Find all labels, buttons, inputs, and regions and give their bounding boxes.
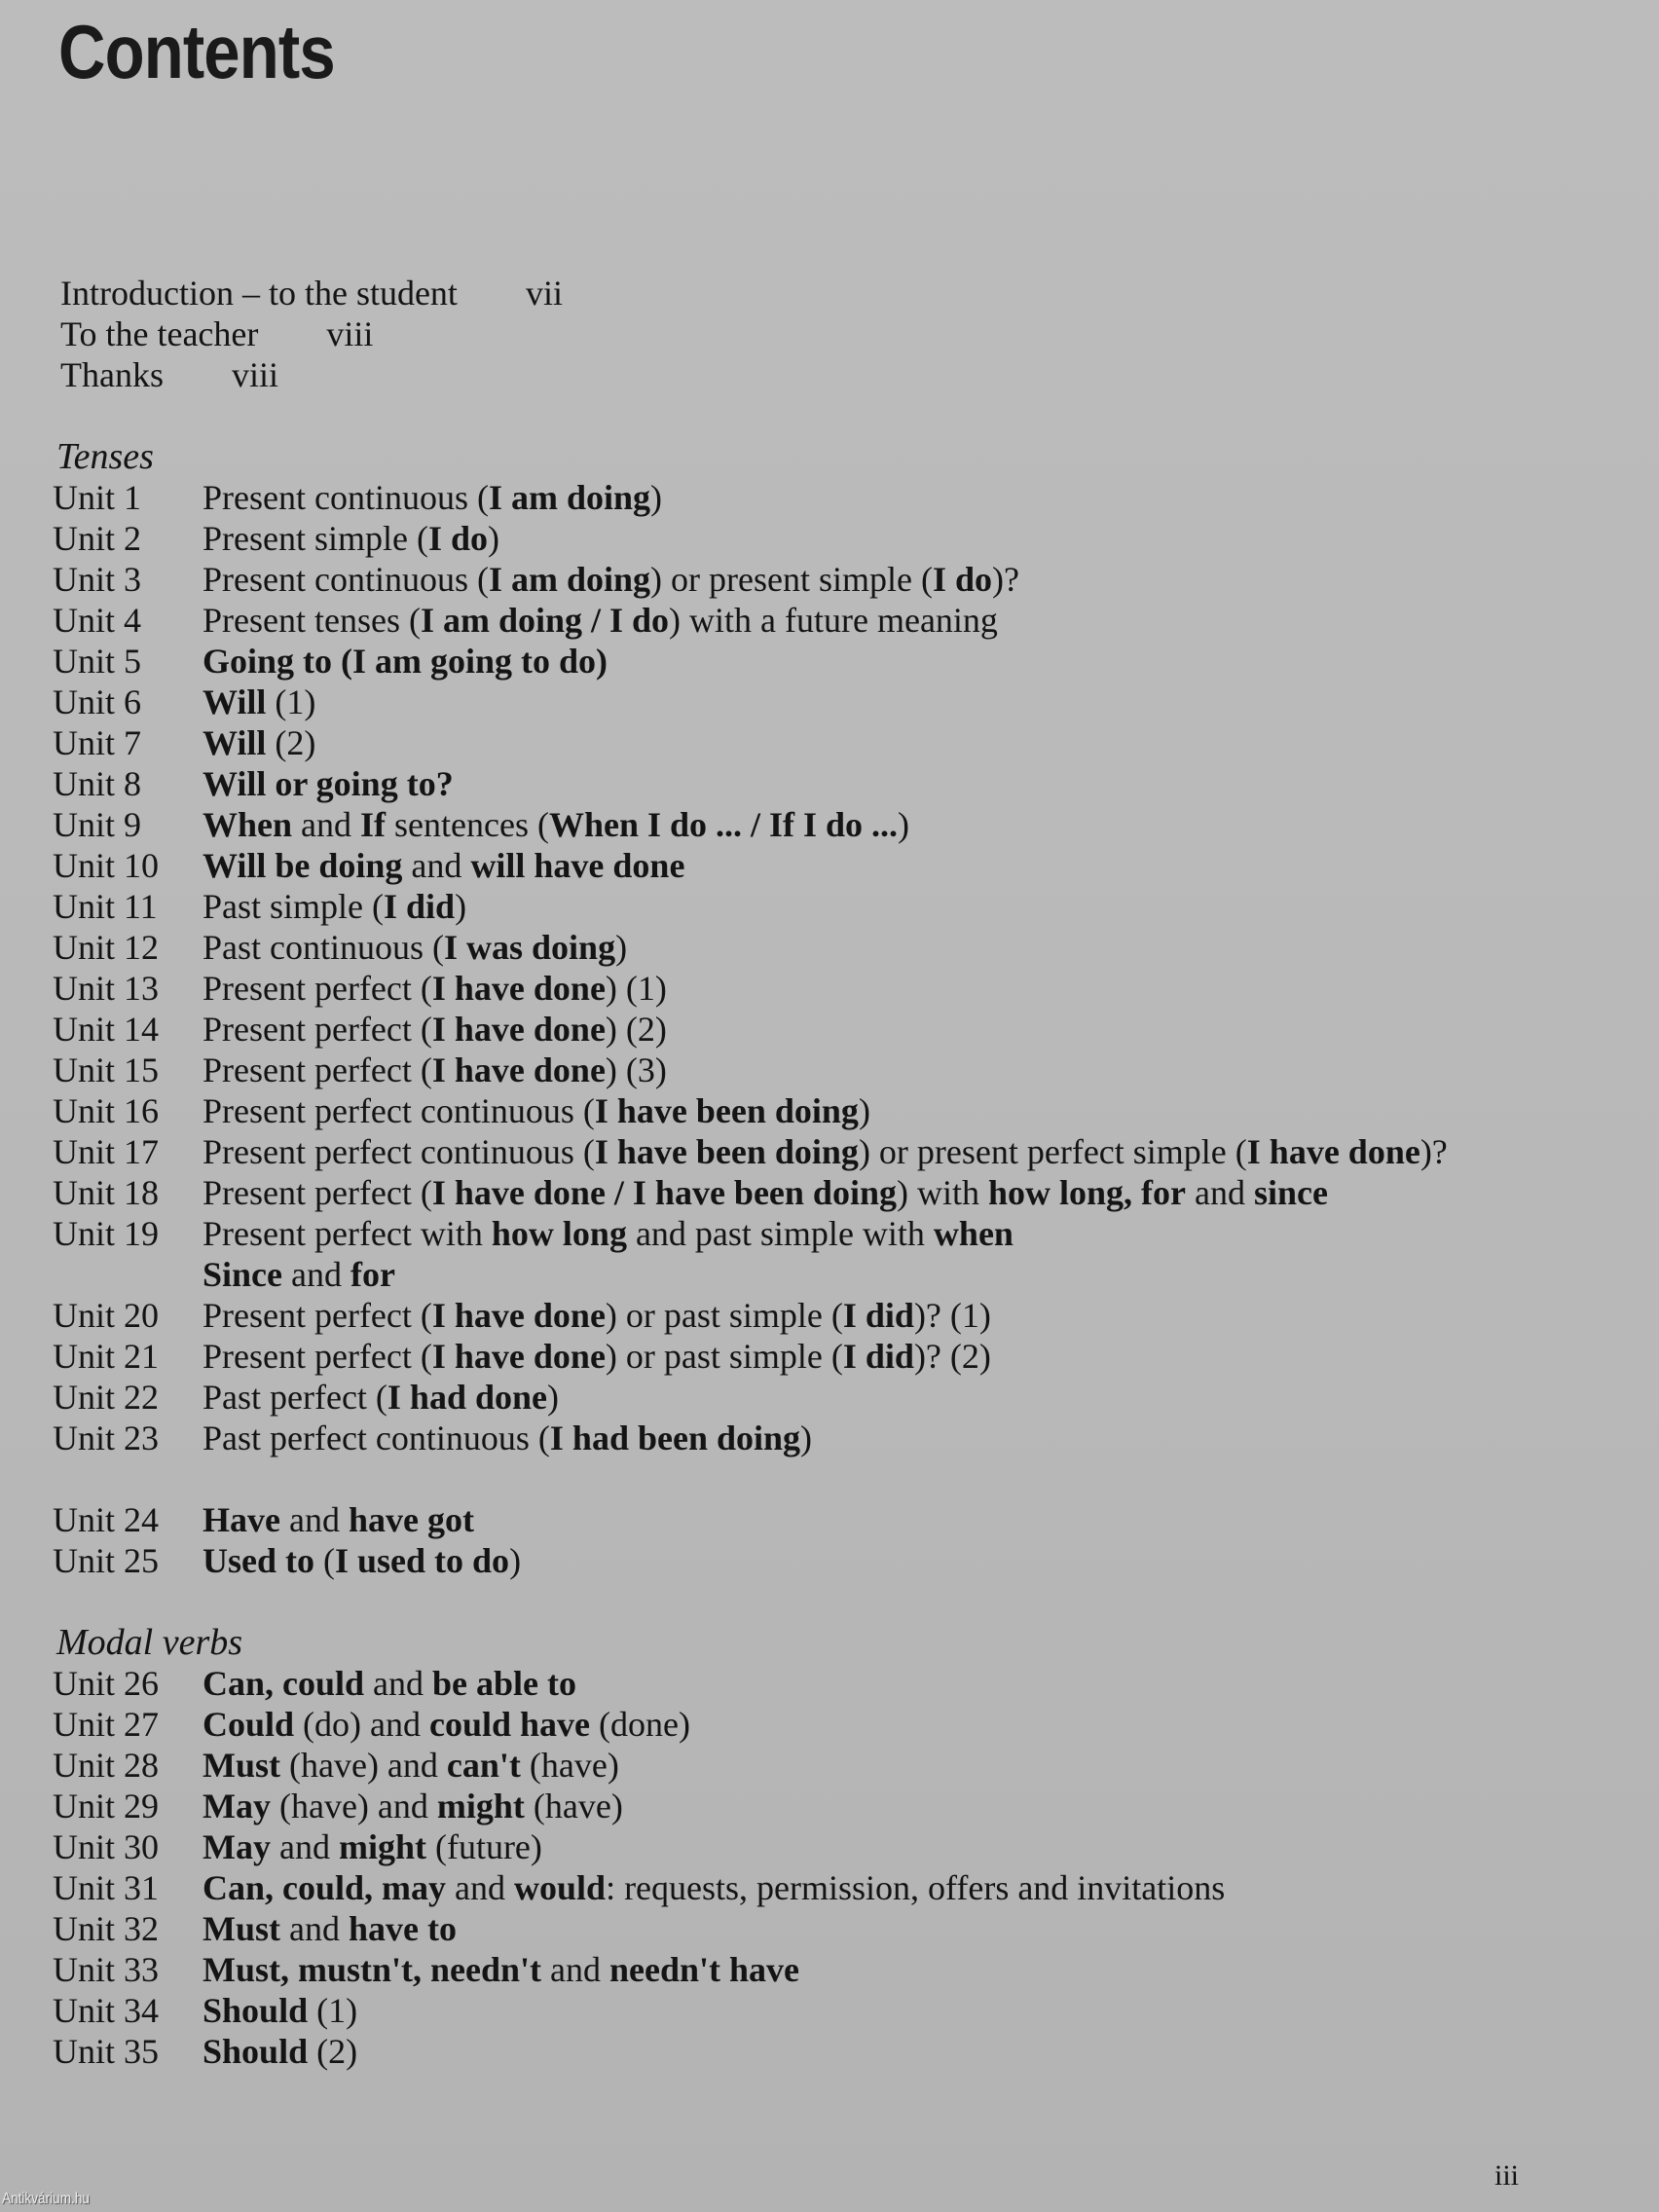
bold-text: be able to — [432, 1664, 577, 1703]
unit-number: Unit 30 — [53, 1827, 160, 1866]
unit-title — [203, 1909, 457, 1948]
plain-text: and — [280, 1909, 349, 1948]
front-matter-item — [53, 354, 1630, 395]
plain-text: and — [541, 1950, 610, 1989]
unit-entry — [53, 968, 1630, 1009]
unit-number: Unit 15 — [53, 1051, 160, 1089]
bold-text: I have done — [431, 1010, 606, 1049]
bold-text: I am doing — [488, 560, 651, 599]
plain-text: ) — [615, 928, 628, 967]
unit-number: Unit 33 — [53, 1950, 160, 1989]
spacer — [53, 1458, 1630, 1499]
plain-text: ) — [455, 887, 467, 926]
plain-text: Present continuous ( — [203, 560, 489, 599]
plain-text: Present perfect with — [203, 1214, 492, 1253]
plain-text: and — [1186, 1173, 1254, 1212]
bold-text: Going to (I am going to do) — [203, 642, 608, 681]
plain-text: )? — [1419, 1132, 1448, 1171]
unit-entry — [53, 927, 1630, 968]
unit-entry — [53, 1090, 1630, 1131]
page-title: Contents — [58, 9, 335, 94]
bold-text: Must — [203, 1909, 280, 1948]
plain-text: (2) — [308, 2032, 358, 2071]
plain-text: Present perfect ( — [203, 1337, 432, 1376]
unit-entry — [53, 1050, 1630, 1090]
unit-number: Unit 28 — [53, 1746, 160, 1785]
bold-text: might — [436, 1787, 525, 1825]
unit-number: Unit 11 — [53, 887, 158, 926]
bold-text: Should — [203, 1991, 309, 2030]
unit-title — [203, 1296, 991, 1335]
bold-text: Must — [203, 1746, 280, 1785]
front-matter-item — [53, 313, 1630, 354]
unit-number: Unit 32 — [53, 1909, 160, 1948]
unit-number: Unit 34 — [53, 1991, 160, 2030]
unit-title — [203, 1010, 667, 1049]
front-matter-label: Thanks — [60, 355, 164, 394]
unit-title — [203, 1051, 667, 1089]
unit-title — [203, 478, 662, 517]
bold-text: can't — [446, 1746, 521, 1785]
unit-number: Unit 25 — [53, 1541, 160, 1580]
unit-entry — [53, 1867, 1630, 1908]
unit-title — [203, 1091, 870, 1130]
bold-text: I had done — [387, 1378, 547, 1417]
unit-entry — [53, 763, 1630, 804]
bold-text: I have done / I have been doing — [431, 1173, 897, 1212]
unit-title — [203, 601, 998, 640]
plain-text: : requests, permission, offers and invitations — [606, 1868, 1226, 1907]
bold-text: I did — [842, 1337, 914, 1376]
bold-text: I have done — [431, 1337, 606, 1376]
bold-text: May — [203, 1787, 271, 1825]
unit-entry — [53, 1172, 1630, 1213]
bold-text: I had been doing — [549, 1419, 801, 1457]
unit-title — [203, 805, 909, 844]
unit-title — [203, 1132, 1448, 1171]
bold-text: Could — [203, 1705, 295, 1744]
bold-text: will have done — [470, 846, 685, 885]
unit-title — [203, 846, 684, 885]
bold-text: I have done — [1246, 1132, 1420, 1171]
unit-title — [203, 1419, 812, 1457]
bold-text: how long — [491, 1214, 627, 1253]
bold-text: when — [933, 1214, 1014, 1253]
unit-entry — [53, 804, 1630, 845]
unit-entry — [53, 1540, 1630, 1581]
front-matter-page: viii — [326, 314, 374, 353]
plain-text: and — [364, 1664, 433, 1703]
plain-text: Present perfect ( — [203, 1010, 432, 1049]
unit-entry — [53, 1377, 1630, 1418]
plain-text: Present perfect ( — [203, 1296, 432, 1335]
front-matter-item — [53, 273, 1630, 313]
bold-text: Have — [203, 1500, 280, 1539]
unit-entry — [53, 1908, 1630, 1949]
plain-text: Present perfect continuous ( — [203, 1091, 595, 1130]
plain-text: sentences ( — [386, 805, 549, 844]
unit-entry — [53, 518, 1630, 559]
bold-text: Since — [203, 1255, 283, 1294]
plain-text: Past simple ( — [203, 887, 384, 926]
unit-title — [203, 1950, 799, 1989]
unit-number: Unit 14 — [53, 1010, 160, 1049]
bold-text: have to — [348, 1909, 457, 1948]
bold-text: Used to — [203, 1541, 314, 1580]
unit-number: Unit 23 — [53, 1419, 160, 1457]
page-number: iii — [1494, 2159, 1520, 2192]
unit-title — [203, 1541, 521, 1580]
bold-text: I have done — [431, 969, 606, 1008]
front-matter-label: To the teacher — [60, 314, 259, 353]
bold-text: I used to do — [335, 1541, 510, 1580]
section-heading: Modal verbs — [56, 1622, 243, 1663]
plain-text: and — [270, 1827, 339, 1866]
plain-text: )? (1) — [913, 1296, 991, 1335]
unit-entry — [53, 1704, 1630, 1745]
plain-text: (do) and — [294, 1705, 430, 1744]
unit-title — [203, 928, 627, 967]
bold-text: I have been doing — [594, 1091, 859, 1130]
plain-text: (2) — [266, 723, 316, 762]
plain-text: ) — [547, 1378, 559, 1417]
plain-text: ) — [800, 1419, 813, 1457]
unit-entry — [53, 641, 1630, 682]
plain-text: Present perfect continuous ( — [203, 1132, 595, 1171]
plain-text: and — [282, 1255, 350, 1294]
unit-number: Unit 35 — [53, 2032, 160, 2071]
unit-number: Unit 10 — [53, 846, 160, 885]
plain-text: and — [292, 805, 361, 844]
unit-title — [203, 1255, 395, 1294]
bold-text: needn't have — [609, 1950, 800, 1989]
plain-text: ) or present perfect simple ( — [858, 1132, 1247, 1171]
unit-entry — [53, 886, 1630, 927]
plain-text: ) or present simple ( — [650, 560, 933, 599]
bold-text: Should — [203, 2032, 309, 2071]
plain-text: ) with — [896, 1173, 988, 1212]
unit-entry — [53, 2031, 1630, 2072]
unit-entry-continuation — [53, 1254, 1630, 1295]
plain-text: ) (3) — [605, 1051, 667, 1089]
plain-text: (done) — [590, 1705, 691, 1744]
unit-number: Unit 21 — [53, 1337, 160, 1376]
unit-number: Unit 9 — [53, 805, 142, 844]
unit-entry — [53, 1745, 1630, 1786]
spacer — [53, 1581, 1630, 1622]
bold-text: If — [360, 805, 387, 844]
unit-number: Unit 24 — [53, 1500, 160, 1539]
unit-entry — [53, 1131, 1630, 1172]
unit-entry — [53, 1009, 1630, 1050]
plain-text: ) — [858, 1091, 870, 1130]
plain-text: Past continuous ( — [203, 928, 444, 967]
unit-title — [203, 887, 466, 926]
unit-entry — [53, 1786, 1630, 1826]
unit-number: Unit 6 — [53, 682, 142, 721]
bold-text: I did — [384, 887, 456, 926]
unit-number: Unit 17 — [53, 1132, 160, 1171]
unit-title — [203, 1991, 357, 2030]
unit-entry — [53, 559, 1630, 600]
plain-text: Present perfect ( — [203, 1173, 432, 1212]
bold-text: I have done — [431, 1051, 606, 1089]
unit-number: Unit 26 — [53, 1664, 160, 1703]
unit-entry — [53, 1949, 1630, 1990]
unit-number: Unit 1 — [53, 478, 142, 517]
bold-text: would — [514, 1868, 607, 1907]
unit-number: Unit 3 — [53, 560, 142, 599]
plain-text: Past perfect ( — [203, 1378, 387, 1417]
unit-entry — [53, 1663, 1630, 1704]
plain-text: and — [446, 1868, 515, 1907]
plain-text: and past simple with — [626, 1214, 934, 1253]
unit-title — [203, 519, 499, 558]
bold-text: I have done — [431, 1296, 606, 1335]
unit-title — [203, 1746, 619, 1785]
bold-text: I did — [842, 1296, 914, 1335]
plain-text: Present perfect ( — [203, 969, 432, 1008]
unit-title — [203, 1173, 1328, 1212]
plain-text: Present continuous ( — [203, 478, 489, 517]
unit-number: Unit 31 — [53, 1868, 160, 1907]
unit-number: Unit 8 — [53, 764, 142, 803]
plain-text: and — [402, 846, 471, 885]
unit-number: Unit 13 — [53, 969, 160, 1008]
unit-title — [203, 1705, 690, 1744]
plain-text: ) — [488, 519, 499, 558]
unit-title — [203, 560, 1019, 599]
plain-text: ) — [650, 478, 663, 517]
unit-entry — [53, 1826, 1630, 1867]
plain-text: ) (2) — [605, 1010, 667, 1049]
unit-entry — [53, 1336, 1630, 1377]
bold-text: May — [203, 1827, 271, 1866]
unit-number: Unit 22 — [53, 1378, 160, 1417]
unit-number: Unit 5 — [53, 642, 142, 681]
plain-text: (have) — [524, 1787, 623, 1825]
plain-text: and — [279, 1500, 349, 1539]
front-matter-label: Introduction – to the student — [60, 274, 458, 313]
plain-text: Present perfect ( — [203, 1051, 432, 1089]
unit-title — [203, 1214, 1014, 1253]
unit-number: Unit 2 — [53, 519, 142, 558]
unit-title — [203, 723, 315, 762]
unit-entry — [53, 1213, 1630, 1254]
unit-title — [203, 1378, 559, 1417]
plain-text: (have) and — [270, 1787, 437, 1825]
unit-entry — [53, 1990, 1630, 2031]
unit-number: Unit 12 — [53, 928, 160, 967]
bold-text: Can, could — [203, 1664, 365, 1703]
plain-text: ) (1) — [605, 969, 667, 1008]
bold-text: Will be doing — [203, 846, 403, 885]
unit-title — [203, 682, 315, 721]
unit-entry — [53, 1499, 1630, 1540]
bold-text: When I do ... / If I do ... — [548, 805, 899, 844]
plain-text: Past perfect continuous ( — [203, 1419, 550, 1457]
bold-text: Will — [203, 723, 267, 762]
plain-text: ( — [314, 1541, 335, 1580]
bold-text: I am doing — [488, 478, 651, 517]
plain-text: (future) — [425, 1827, 542, 1866]
unit-number: Unit 29 — [53, 1787, 160, 1825]
plain-text: Present tenses ( — [203, 601, 421, 640]
front-matter-page: vii — [525, 274, 563, 313]
bold-text: how long, for — [987, 1173, 1186, 1212]
unit-title — [203, 1868, 1225, 1907]
plain-text: Present simple ( — [203, 519, 428, 558]
plain-text: (have) — [520, 1746, 619, 1785]
unit-number: Unit 20 — [53, 1296, 160, 1335]
bold-text: Can, could, may — [203, 1868, 447, 1907]
unit-number: Unit 18 — [53, 1173, 160, 1212]
unit-number: Unit 4 — [53, 601, 142, 640]
unit-title — [203, 642, 608, 681]
bold-text: Will or going to? — [203, 764, 454, 803]
unit-entry — [53, 845, 1630, 886]
unit-entry — [53, 477, 1630, 518]
bold-text: since — [1253, 1173, 1328, 1212]
unit-title — [203, 2032, 357, 2071]
plain-text: ) or past simple ( — [605, 1296, 843, 1335]
bold-text: I am doing / I do — [420, 601, 670, 640]
unit-entry — [53, 1295, 1630, 1336]
bold-text: have got — [348, 1500, 474, 1539]
spacer — [53, 395, 1630, 436]
unit-entry — [53, 722, 1630, 763]
unit-entry — [53, 1418, 1630, 1458]
plain-text: )? (2) — [913, 1337, 991, 1376]
unit-title — [203, 969, 667, 1008]
bold-text: for — [350, 1255, 395, 1294]
plain-text: ) or past simple ( — [605, 1337, 843, 1376]
plain-text: ) with a future meaning — [669, 601, 998, 640]
bold-text: I have been doing — [594, 1132, 859, 1171]
unit-title — [203, 764, 454, 803]
bold-text: might — [338, 1827, 426, 1866]
plain-text: )? — [991, 560, 1019, 599]
unit-number: Unit 16 — [53, 1091, 160, 1130]
bold-text: Will — [203, 682, 267, 721]
unit-title — [203, 1500, 474, 1539]
plain-text: ) — [509, 1541, 522, 1580]
unit-title — [203, 1337, 991, 1376]
unit-title — [203, 1827, 542, 1866]
unit-number: Unit 7 — [53, 723, 142, 762]
watermark-logo: Antikvárium.hu — [2, 2191, 90, 2207]
plain-text: (1) — [266, 682, 316, 721]
unit-number: Unit 27 — [53, 1705, 160, 1744]
unit-title — [203, 1787, 623, 1825]
bold-text: When — [203, 805, 293, 844]
plain-text: (have) and — [280, 1746, 447, 1785]
unit-title — [203, 1664, 576, 1703]
front-matter-page: viii — [231, 355, 278, 394]
unit-entry — [53, 600, 1630, 641]
bold-text: could have — [429, 1705, 591, 1744]
plain-text: ) — [898, 805, 910, 844]
bold-text: I was doing — [444, 928, 616, 967]
bold-text: I do — [932, 560, 992, 599]
section-heading: Tenses — [56, 436, 154, 477]
contents-list — [53, 273, 1630, 2072]
unit-entry — [53, 682, 1630, 722]
sections — [53, 395, 1630, 2072]
bold-text: I do — [427, 519, 488, 558]
plain-text: (1) — [308, 1991, 358, 2030]
bold-text: Must, mustn't, needn't — [203, 1950, 542, 1989]
unit-number: Unit 19 — [53, 1214, 160, 1253]
